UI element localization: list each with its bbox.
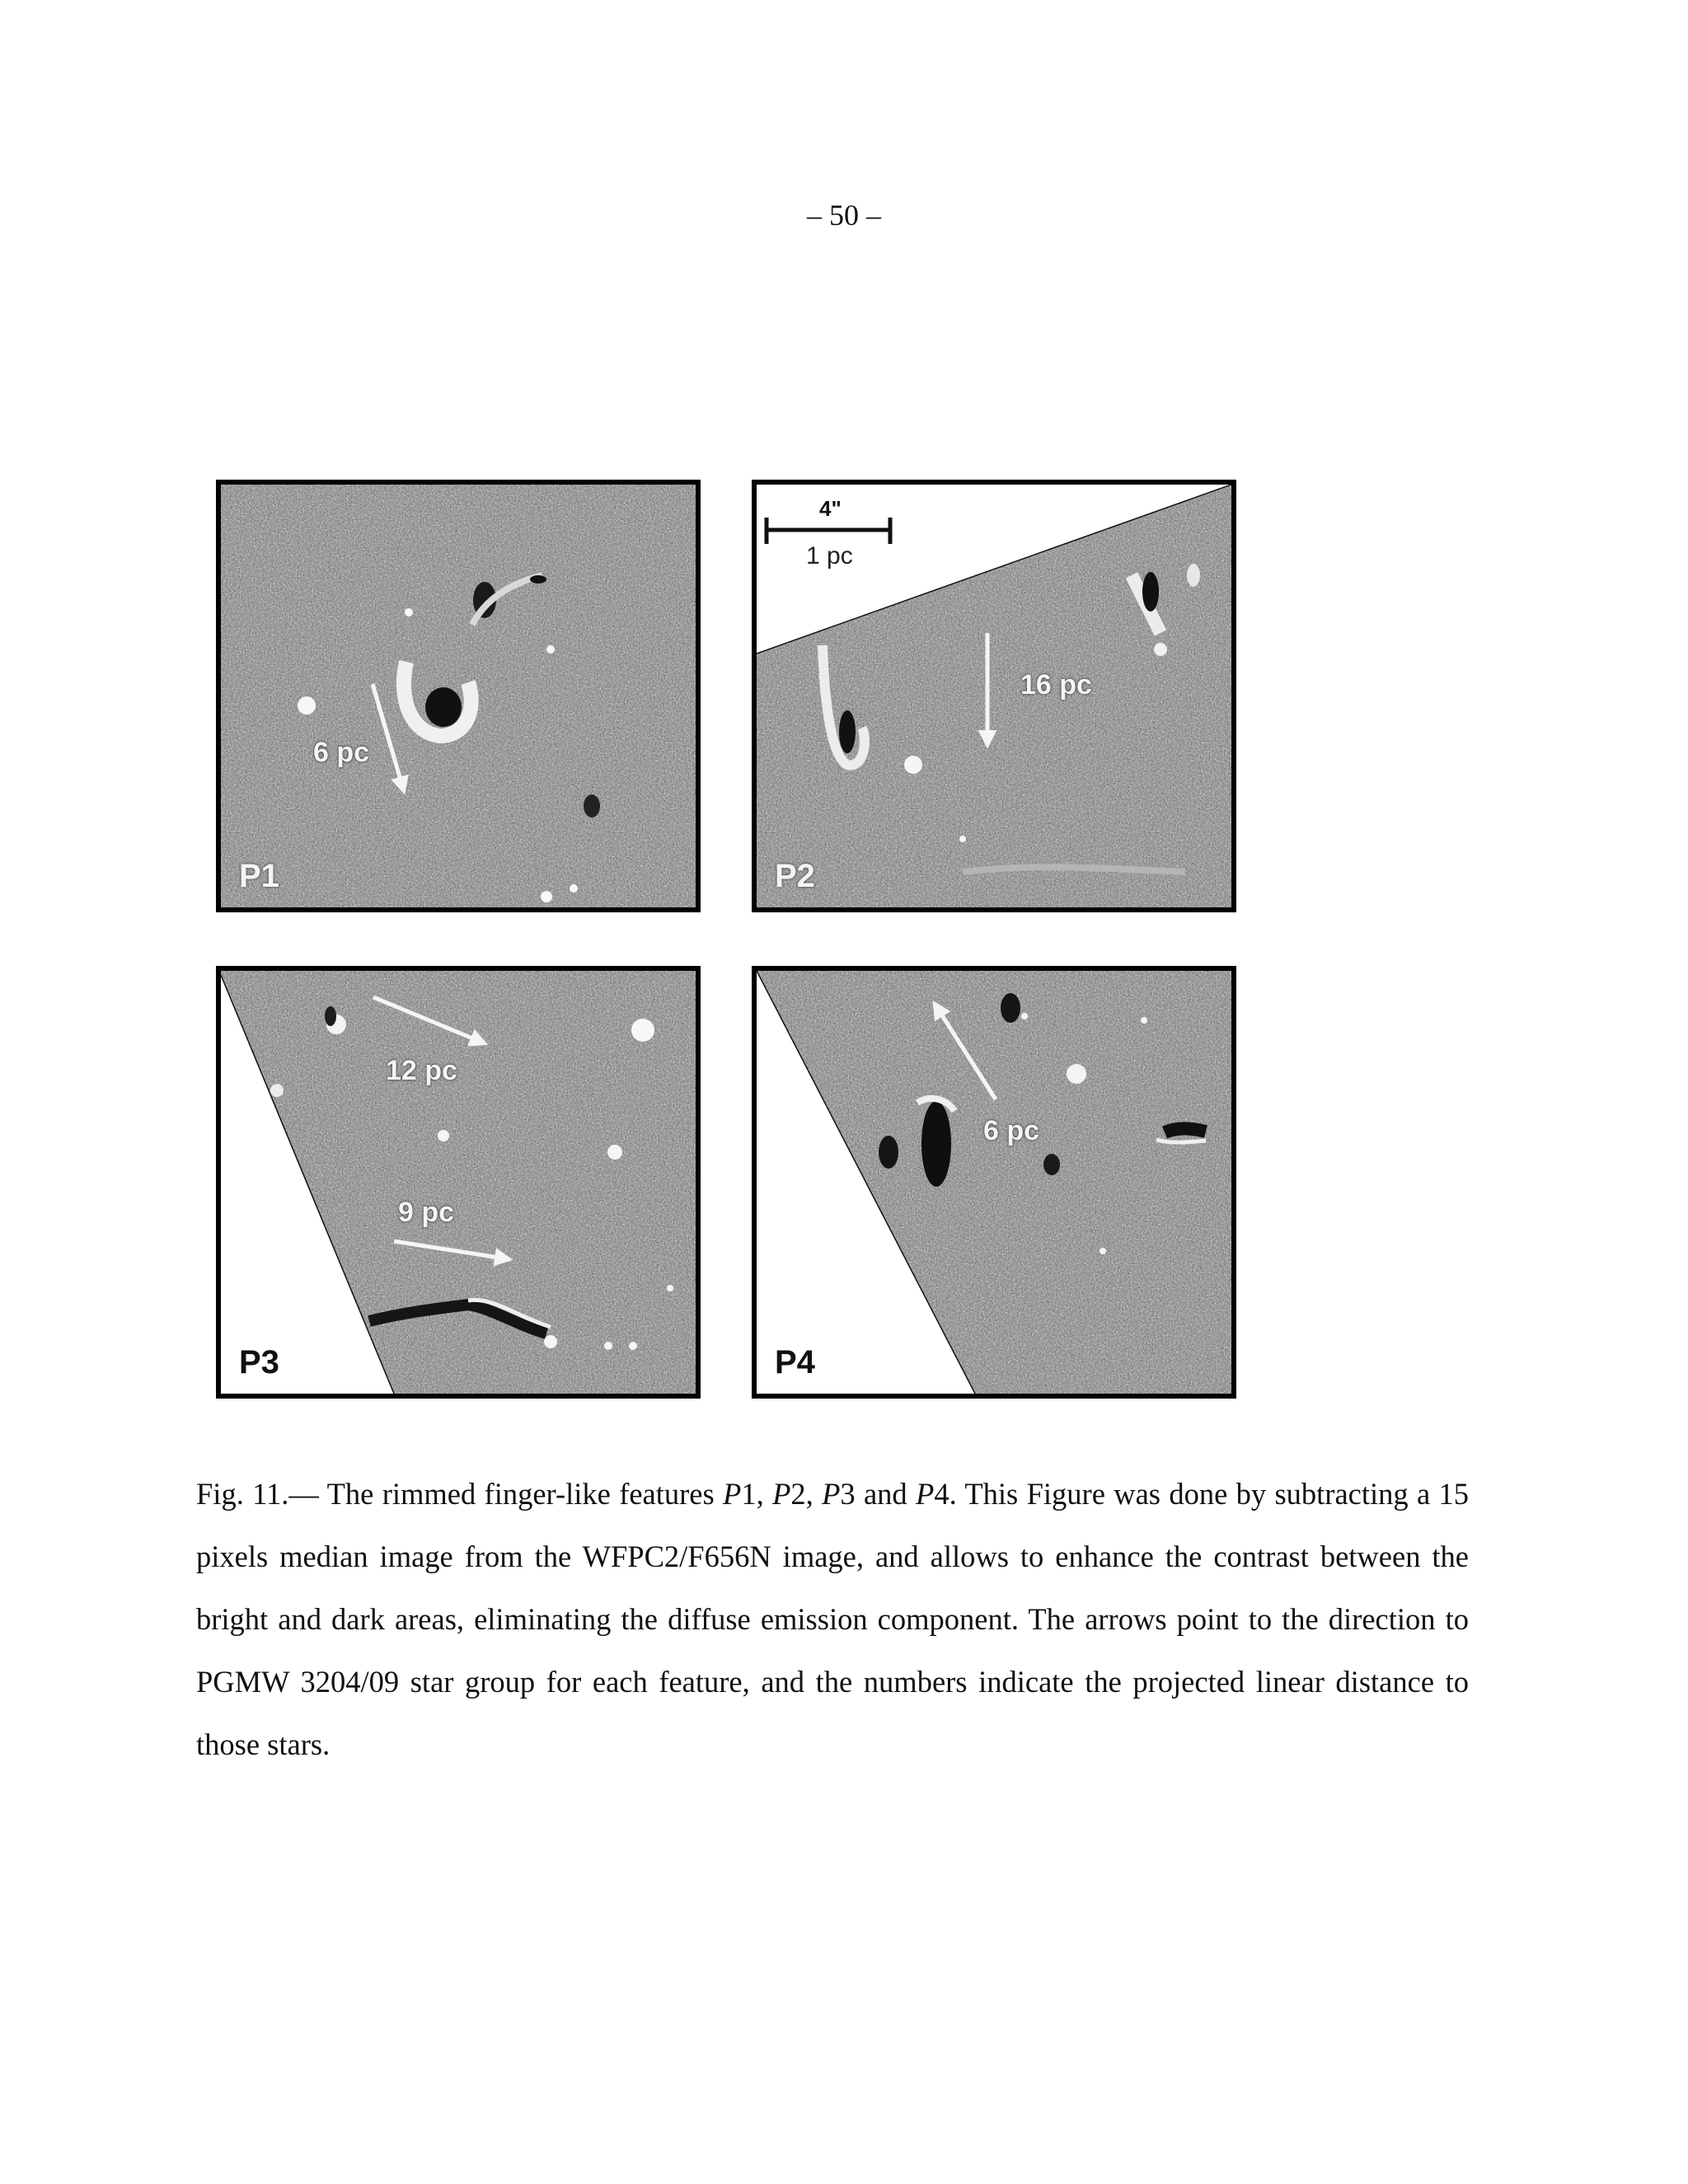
- caption-feature-p2-letter: P: [772, 1477, 791, 1511]
- scale-bar-arcsec: 4": [819, 496, 842, 521]
- panel-p1-image: [221, 485, 696, 907]
- page-number: – 50 –: [807, 199, 881, 232]
- caption-prefix: Fig. 11.— The rimmed finger-like features: [196, 1477, 724, 1511]
- panel-p3-image: [221, 971, 696, 1394]
- caption-feature-p3-number: 3 and: [840, 1477, 917, 1511]
- arrow-label-p1: 6 pc: [313, 737, 370, 768]
- panel-label-p3: P3: [239, 1344, 279, 1380]
- arrow-label-p4: 6 pc: [983, 1115, 1040, 1146]
- figure-caption: [196, 1463, 1469, 1776]
- caption-feature-p1-letter: P: [723, 1477, 742, 1511]
- panel-label-p4: P4: [775, 1344, 815, 1380]
- caption-feature-p2-number: 2,: [790, 1477, 823, 1511]
- arrow-label-p3-lower: 9 pc: [398, 1197, 455, 1228]
- caption-feature-p3-letter: P: [822, 1477, 841, 1511]
- caption-body: 4. This Figure was done by subtracting a 15 pixels median image from the WFPC2/F656N image, and allows to enhance the contrast between the bright and dark areas, eliminating the diffuse emission component. The arrows point to the direction to PGMW 3204/09 star group for each feature, and the numbers indicate the projected linear distance to those stars.: [196, 1477, 1470, 1761]
- figure-panel-p2: [752, 480, 1236, 912]
- scale-bar-pc: 1 pc: [806, 542, 853, 569]
- caption-feature-p1-number: 1,: [741, 1477, 773, 1511]
- panel-p4-image: [757, 971, 1231, 1394]
- panel-label-p2: P2: [775, 858, 815, 894]
- arrow-label-p3-upper: 12 pc: [386, 1055, 457, 1086]
- arrow-label-p2: 16 pc: [1020, 669, 1092, 701]
- panel-label-p1: P1: [239, 858, 279, 894]
- caption-feature-p4-letter: P: [916, 1477, 935, 1511]
- figure-panel-p1: [216, 480, 701, 912]
- figure-panel-p4: [752, 966, 1236, 1399]
- figure-panel-p3: [216, 966, 701, 1399]
